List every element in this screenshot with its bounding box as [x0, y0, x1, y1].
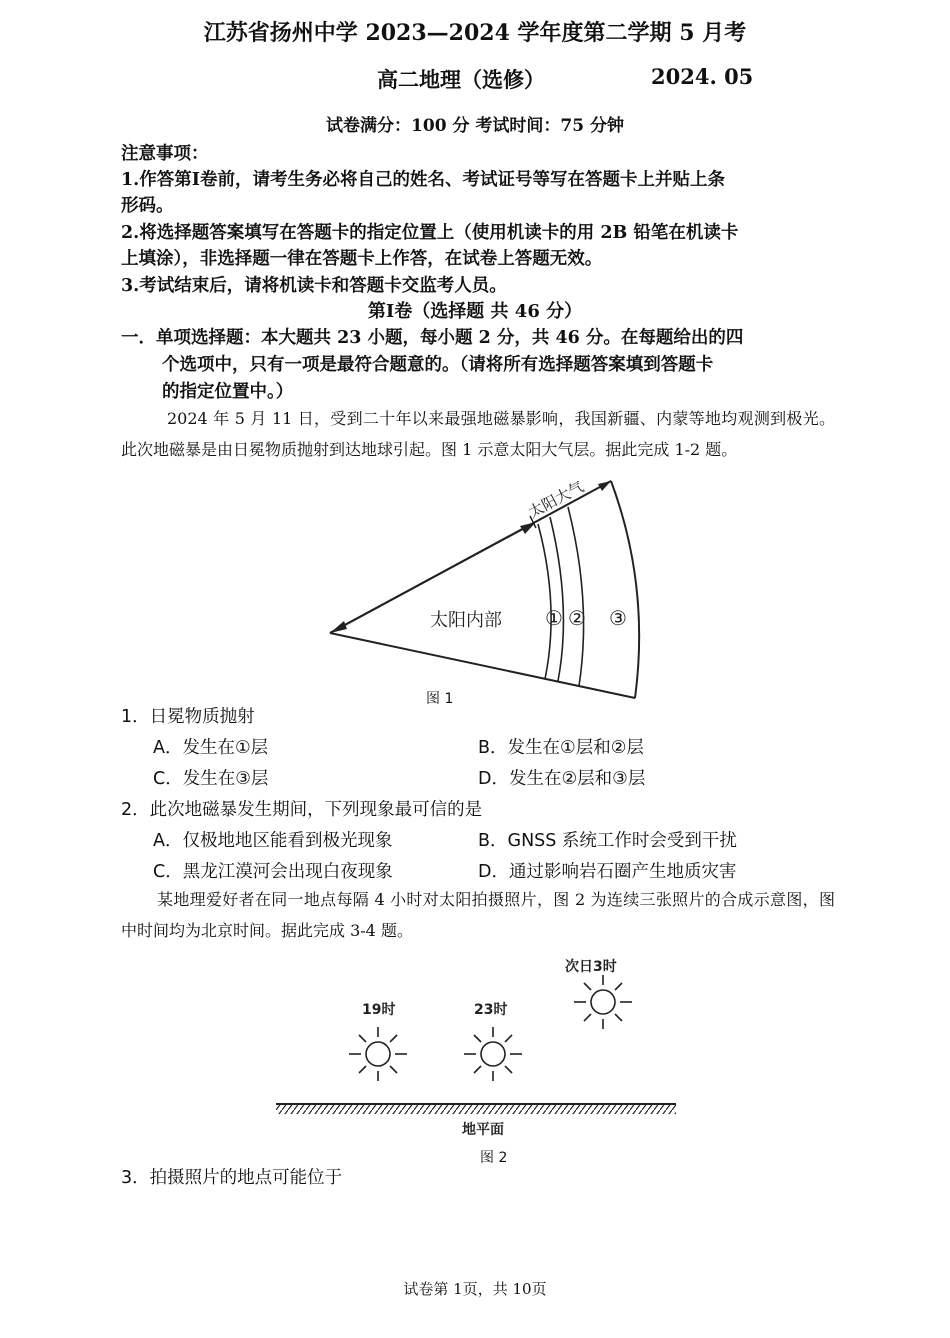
- notice-heading: 注意事项：: [121, 144, 209, 164]
- layer-boundary-3: [568, 507, 584, 686]
- page-footer: 试卷第 1页，共 10页: [403, 1280, 547, 1298]
- sun-icon-23: [464, 1027, 522, 1081]
- sun-atmosphere-label: 太阳大气: [525, 477, 587, 522]
- question-2-option-d: D．通过影响岩石圈产生地质灾害: [478, 862, 737, 882]
- time-label-next-day-3: 次日3时: [565, 959, 617, 975]
- passage-2: 某地理爱好者在同一地点每隔 4 小时对太阳拍摄照片，图 2 为连续三张照片的合成示意图，图中时间均为北京时间。据此完成 3-4 题。: [121, 890, 835, 940]
- part-heading-line-3: 的指定位置中。）: [162, 382, 294, 402]
- notice-item-3: 3.考试结束后，请将机读卡和答题卡交监考人员。: [121, 276, 507, 296]
- part-heading-line-2: 个选项中，只有一项是最符合题意的。（请将所有选择题答案填到答题卡: [162, 355, 714, 375]
- notice-item-1-line-2: 形码。: [121, 196, 174, 216]
- passage-1: 2024 年 5 月 11 日，受到二十年以来最强地磁暴影响，我国新疆、内蒙等地均观测到极光。此次地磁暴是由日冕物质抛射到达地球引起。图 1 示意太阳大气层。据此完成 1-2 题。: [121, 409, 835, 459]
- notice-item-2-line-1: 2.将选择题答案填写在答题卡的指定位置上（使用机读卡的用 2B 铅笔在机读卡: [121, 223, 739, 243]
- figure-2-sun-photos: [270, 950, 690, 1140]
- layer-3-label: ③: [609, 606, 627, 630]
- question-2-stem: 2．此次地磁暴发生期间，下列现象最可信的是: [121, 800, 483, 820]
- notice-item-2-line-2: 上填涂），非选择题一律在答题卡上作答，在试卷上答题无效。: [121, 249, 603, 269]
- question-1-option-a: A．发生在①层: [153, 738, 269, 758]
- sun-icon-19: [349, 1027, 407, 1081]
- sun-icon-next-day-3: [574, 975, 632, 1029]
- ground-label: 地平面: [462, 1122, 504, 1138]
- figure-1-caption: 图 1: [426, 691, 454, 707]
- layer-boundary-2: [550, 517, 563, 681]
- exam-date: 2024. 05: [651, 64, 754, 89]
- score-time-line: 试卷满分：100 分 考试时间：75 分钟: [326, 116, 624, 136]
- section-title: 第I卷（选择题 共 46 分）: [367, 301, 583, 322]
- ground-hatch: [276, 1105, 676, 1114]
- figure-1-sun-atmosphere: [300, 476, 660, 706]
- question-2-option-a: A．仅极地地区能看到极光现象: [153, 831, 393, 851]
- layer-boundary-1: [538, 524, 551, 679]
- question-1-option-b: B．发生在①层和②层: [478, 738, 644, 758]
- notice-item-1-line-1: 1.作答第I卷前，请考生务必将自己的姓名、考试证号等写在答题卡上并贴上条: [121, 170, 725, 190]
- figure-2-caption: 图 2: [480, 1150, 508, 1166]
- exam-title: 江苏省扬州中学 2023—2024 学年度第二学期 5 月考: [203, 20, 747, 46]
- layer-1-label: ①: [545, 606, 563, 630]
- interior-arrow-head-left: [330, 621, 347, 633]
- part-heading-line-1: 一．单项选择题：本大题共 23 小题，每小题 2 分，共 46 分。在每题给出的四: [121, 328, 744, 348]
- time-label-23: 23时: [474, 1002, 508, 1018]
- question-2-option-b: B．GNSS 系统工作时会受到干扰: [478, 831, 737, 851]
- fan-outer-arc: [611, 481, 639, 698]
- subject-title: 高二地理（选修）: [377, 67, 545, 92]
- atmosphere-arrow-head: [598, 481, 611, 491]
- question-3-stem: 3．拍摄照片的地点可能位于: [121, 1168, 343, 1188]
- layer-2-label: ②: [568, 606, 586, 630]
- time-label-19-text: 19时: [362, 1002, 396, 1018]
- question-1-stem: 1．日冕物质抛射: [121, 707, 255, 727]
- fan-lower-edge: [330, 633, 635, 698]
- question-2-option-c: C．黑龙江漠河会出现白夜现象: [153, 862, 393, 882]
- question-1-option-c: C．发生在③层: [153, 769, 269, 789]
- question-1-option-d: D．发生在②层和③层: [478, 769, 646, 789]
- sun-interior-label: 太阳内部: [430, 610, 502, 631]
